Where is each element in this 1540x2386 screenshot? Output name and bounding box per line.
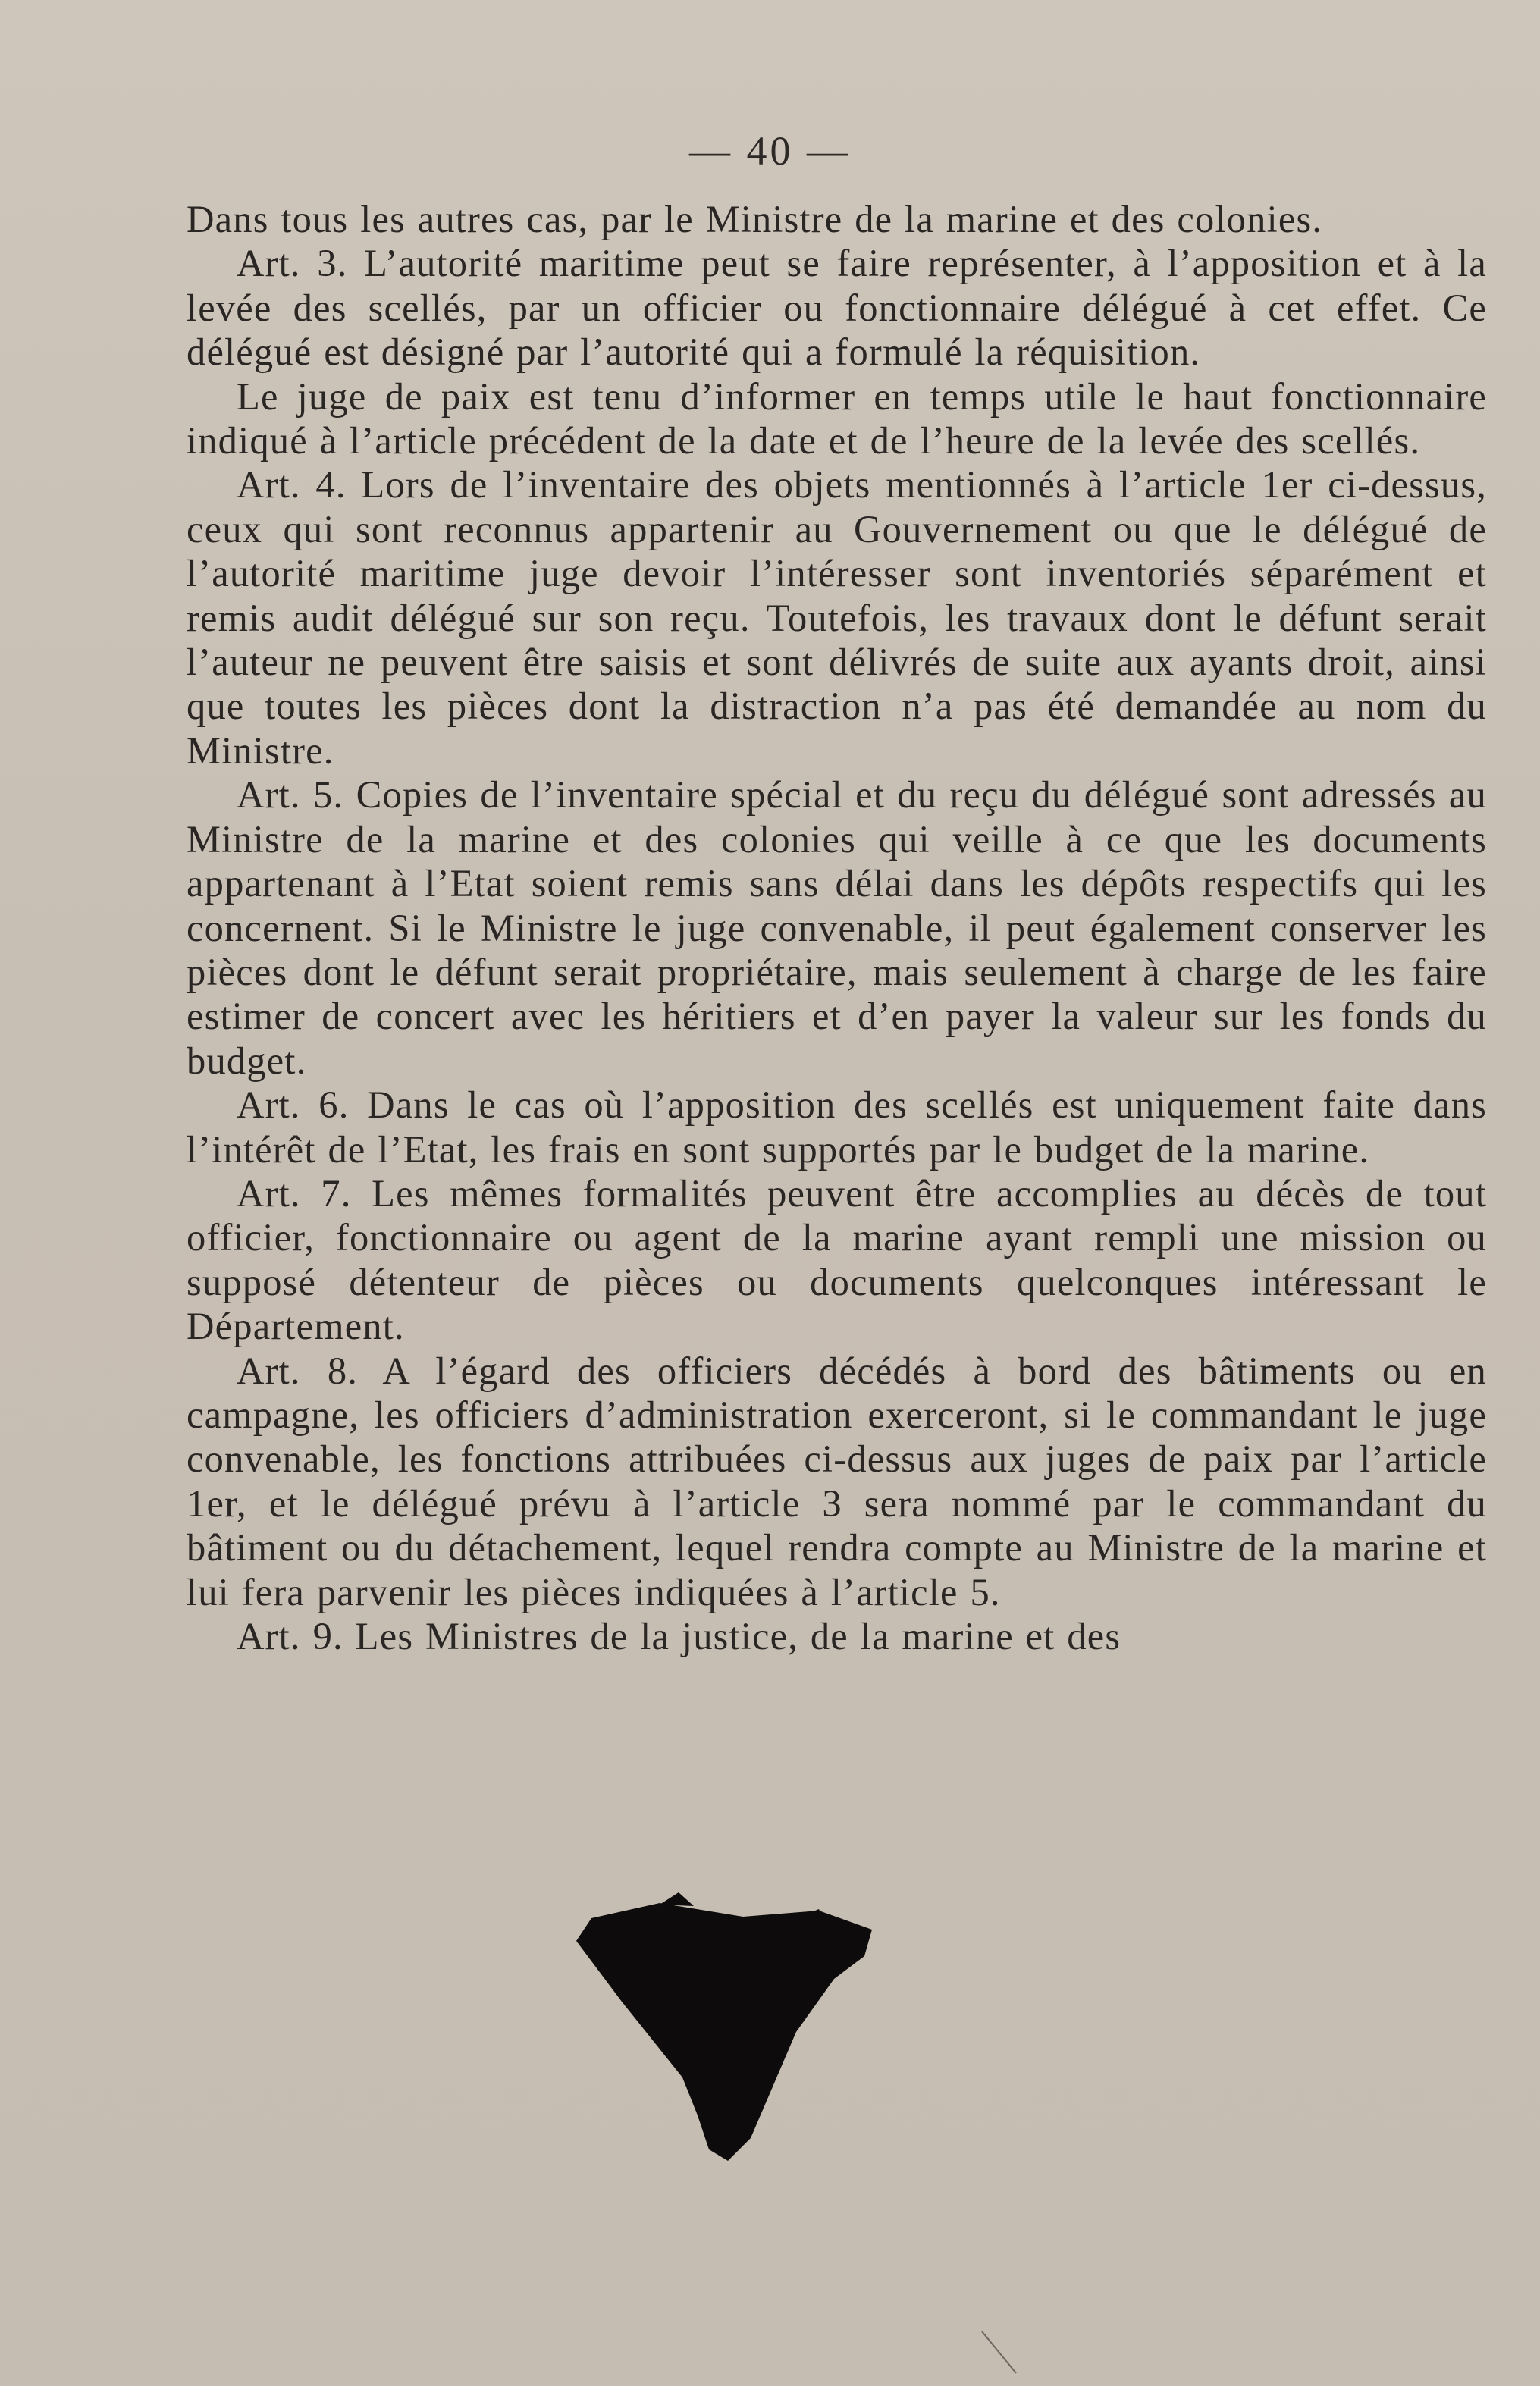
paragraph-art-7: Art. 7. Les mêmes formalités peuvent être accomplies au décès de tout officier, fonctionnaire ou agent de la marine ayant rempli une mission ou supposé détenteur de pièces ou documents quelconques intéressant le Département. (187, 1171, 1487, 1348)
paragraph-1: Dans tous les autres cas, par le Ministre de la marine et des colonies. (187, 198, 1323, 240)
paragraph-art-6: Art. 6. Dans le cas où l’apposition des scellés est uniquement faite dans l’intérêt de l’Etat, les frais en sont supportés par le budget de la marine. (187, 1083, 1487, 1171)
paragraph-art-5: Art. 5. Copies de l’inventaire spécial et du reçu du délégué sont adressés au Ministre de la marine et des colonies qui veille à ce que les documents appartenant à l’Etat soient remis sans délai dans les dépôts respectifs qui les concernent. Si le Ministre le juge convenable, il peut également conserver les pièces dont le défunt serait propriétaire, mais seulement à charge de les faire estimer de concert avec les héritiers et d’en payer la valeur sur les fonds du budget. (187, 773, 1487, 1082)
paper-mark (978, 2328, 1024, 2381)
page-number: — 40 — (689, 128, 851, 174)
body-text (187, 197, 1487, 1658)
ink-blot (546, 1888, 940, 2168)
paragraph-art-8: Art. 8. A l’égard des officiers décédés à bord des bâtiments ou en campagne, les officiers d’administration exerceront, si le commandant le juge convenable, les fonctions attribuées ci-dessus aux juges de paix par l’article 1er, et le délégué prévu à l’article 3 sera nommé par le commandant du bâtiment ou du détachement, lequel rendra compte au Ministre de la marine et lui fera parvenir les pièces indiquées à l’article 5. (187, 1349, 1487, 1613)
paragraph-art-3: Art. 3. L’autorité maritime peut se faire représenter, à l’apposition et à la levée des scellés, par un officier ou fonctionnaire délégué à cet effet. Ce délégué est désigné par l’autorité qui a formulé la réquisition. (187, 242, 1487, 374)
paragraph-art-9: Art. 9. Les Ministres de la justice, de la marine et des (237, 1615, 1121, 1657)
paragraph-juge-de-paix: Le juge de paix est tenu d’informer en temps utile le haut fonctionnaire indiqué à l’article précédent de la date et de l’heure de la levée des scellés. (187, 375, 1487, 462)
paragraph-art-4: Art. 4. Lors de l’inventaire des objets mentionnés à l’article 1er ci-dessus, ceux qui sont reconnus appartenir au Gouvernement ou que le délégué de l’autorité maritime juge devoir l’intéresser sont inventoriés séparément et remis audit délégué sur son reçu. Toutefois, les travaux dont le défunt serait l’auteur ne peuvent être saisis et sont délivrés de suite aux ayants droit, ainsi que toutes les pièces dont la distraction n’a pas été demandée au nom du Ministre. (187, 463, 1487, 772)
